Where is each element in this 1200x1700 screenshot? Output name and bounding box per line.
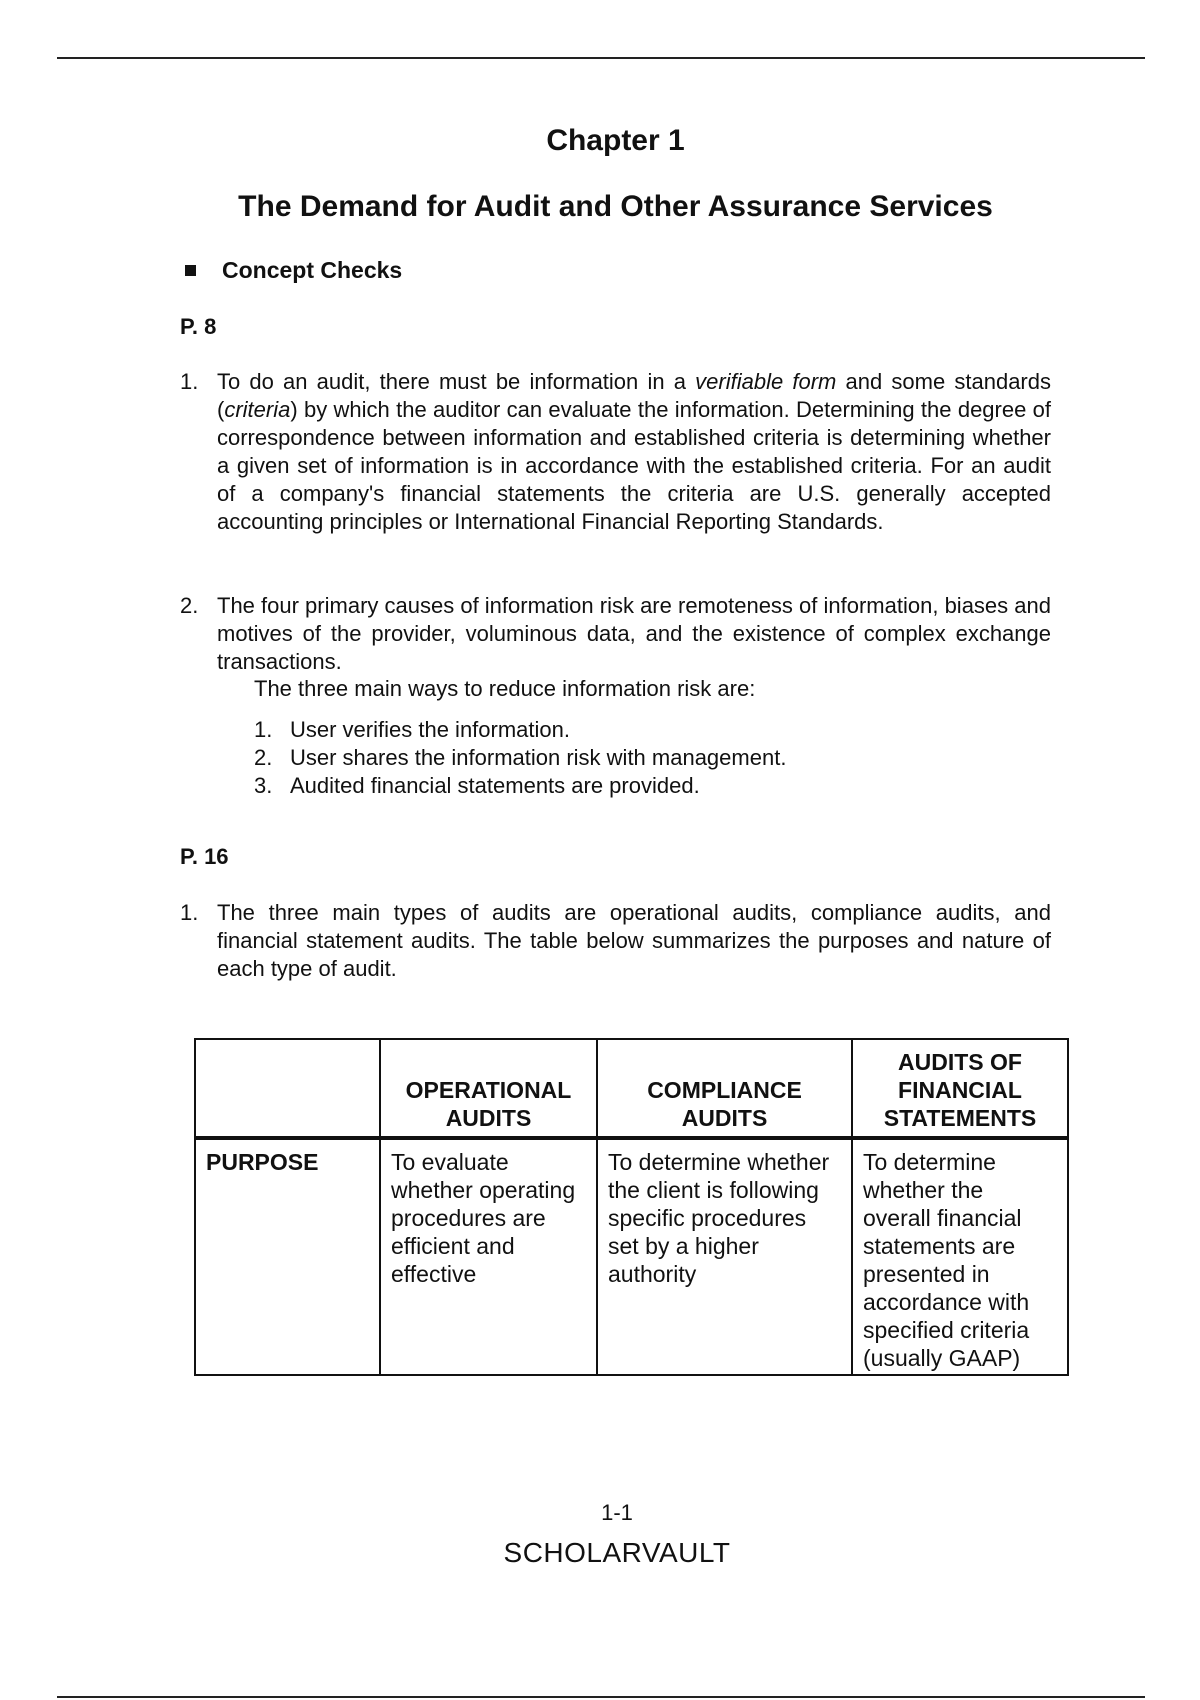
table-header-cell: OPERATIONAL AUDITS [380, 1039, 597, 1138]
list-item-text: User shares the information risk with management. [290, 745, 787, 770]
table-row-label: PURPOSE [195, 1138, 380, 1375]
item-text-part: ) by which the auditor can evaluate the information. Determining the degree of correspondence between information and established criteria is determining whether a given set of information is in accordance with the established criteria. For an audit of a company's financial statements the criteria are U.S. generally accepted accounting principles or International Financial Reporting Standards. [217, 397, 1051, 534]
list-item-text: Audited financial statements are provided. [290, 773, 700, 798]
chapter-title: The Demand for Audit and Other Assurance Services [238, 190, 993, 223]
section-heading-label: Concept Checks [222, 257, 403, 283]
table-cell-operational: To evaluate whether operating procedures are efficient and effective [380, 1138, 597, 1375]
chapter-heading: Chapter 1 [546, 124, 685, 157]
item-text-part: To do an audit, there must be information in a [217, 369, 696, 394]
risk-reduction-list [254, 716, 786, 800]
list-item [254, 772, 786, 800]
p8-item-1 [180, 368, 1051, 536]
item-number: 1. [180, 369, 199, 394]
table-cell-financial: To determine whether the overall financial statements are presented in accordance with specified criteria (usually GAAP) [852, 1138, 1068, 1375]
item-text: The four primary causes of information risk are remoteness of information, biases and motives of the provider, voluminous data, and the existence of complex exchange transactions. [217, 593, 1051, 674]
p16-item-1 [180, 899, 1051, 983]
list-item [254, 716, 786, 744]
footer-brand: SCHOLARVAULT [503, 1537, 731, 1568]
list-item-number: 3. [254, 773, 273, 798]
page-ref-p8: P. 8 [180, 314, 217, 339]
table-header-cell: AUDITS OF FINANCIAL STATEMENTS [852, 1039, 1068, 1138]
item-number: 1. [180, 900, 199, 925]
page-ref-p16: P. 16 [180, 844, 229, 869]
list-item-text: User verifies the information. [290, 717, 570, 742]
table-cell-compliance: To determine whether the client is following specific procedures set by a higher authority [597, 1138, 852, 1375]
table-header-cell [195, 1039, 380, 1138]
p8-item-2 [180, 592, 1051, 676]
item-text-emphasis: verifiable form [695, 369, 837, 394]
item-text [217, 368, 1051, 536]
item-text: The three main types of audits are operational audits, compliance audits, and financial statement audits. The table below summarizes the purposes and nature of each type of audit. [217, 900, 1051, 981]
item-text-emphasis: criteria [224, 397, 291, 422]
item-number: 2. [180, 593, 199, 618]
list-item-number: 1. [254, 717, 273, 742]
risk-reduction-intro: The three main ways to reduce information risk are: [254, 676, 756, 701]
page-number: 1-1 [601, 1500, 633, 1525]
square-bullet-icon [185, 265, 196, 276]
table-header-cell: COMPLIANCE AUDITS [597, 1039, 852, 1138]
list-item-number: 2. [254, 745, 273, 770]
audit-types-table [194, 1038, 1069, 1376]
bottom-rule [57, 1696, 1145, 1698]
table-header-row [195, 1039, 1068, 1138]
table-row [195, 1138, 1068, 1375]
section-heading [180, 257, 402, 284]
top-rule [57, 57, 1145, 59]
item-text-part: and some standards ( [217, 369, 1051, 422]
list-item [254, 744, 786, 772]
